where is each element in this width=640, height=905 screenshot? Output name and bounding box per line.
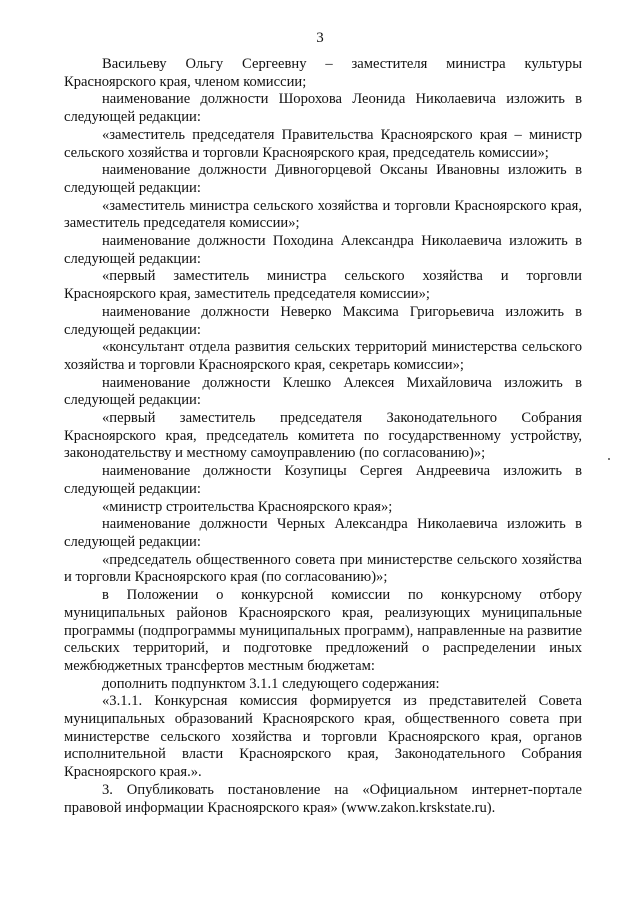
paragraph: «заместитель председателя Правительства Красноярского края – министр сельского хозяйства и торговли Красноярского края, председатель комиссии»; bbox=[64, 126, 582, 161]
paragraph: «первый заместитель министра сельского хозяйства и торговли Красноярского края, заместитель председателя комиссии»; bbox=[64, 268, 582, 303]
paragraph: наименование должности Шорохова Леонида Николаевича изложить в следующей редакции: bbox=[64, 91, 582, 126]
scan-mark bbox=[608, 458, 610, 460]
paragraph: «3.1.1. Конкурсная комиссия формируется из представителей Совета муниципальных образований Красноярского края, общественного совета при министерстве сельского хозяйства и торговли Красноярского края, органов исполнительной власти Красноярского края, Законодательного Собрания Красноярского края.». bbox=[64, 693, 582, 781]
paragraph: «заместитель министра сельского хозяйства и торговли Красноярского края, заместитель председателя комиссии»; bbox=[64, 197, 582, 232]
paragraph: дополнить подпунктом 3.1.1 следующего содержания: bbox=[102, 675, 440, 692]
page-number: 3 bbox=[316, 30, 324, 46]
paragraph: «председатель общественного совета при министерстве сельского хозяйства и торговли Красноярского края (по согласованию)»; bbox=[64, 551, 582, 586]
paragraph: «консультант отдела развития сельских территорий министерства сельского хозяйства и торговли Красноярского края, секретарь комиссии»; bbox=[64, 339, 582, 373]
paragraph: наименование должности Черных Александра Николаевича изложить в следующей редакции: bbox=[64, 516, 582, 550]
paragraph: Васильеву Ольгу Сергеевну – заместителя министра культуры Красноярского края, членом комиссии; bbox=[64, 56, 582, 90]
paragraph: наименование должности Неверко Максима Григорьевича изложить в следующей редакции: bbox=[64, 303, 582, 338]
paragraph: наименование должности Козупицы Сергея Андреевича изложить в следующей редакции: bbox=[64, 463, 582, 497]
paragraph: наименование должности Клешко Алексея Михайловича изложить в следующей редакции: bbox=[64, 374, 582, 409]
paragraph: наименование должности Дивногорцевой Оксаны Ивановны изложить в следующей редакции: bbox=[64, 162, 582, 196]
paragraph: в Положении о конкурсной комиссии по конкурсному отбору муниципальных районов Красноярского края, реализующих муниципальные программы (подпрограммы муниципальных программ), направленные на развитие сельских территорий, и подготовке предложений о распределении иных межбюджетных трансфертов местным бюджетам: bbox=[64, 587, 582, 674]
paragraph: «министр строительства Красноярского края»; bbox=[102, 498, 393, 515]
paragraph: «первый заместитель председателя Законодательного Собрания Красноярского края, председатель комитета по государственному устройству, законодательству и местному самоуправлению (по согласованию)»; bbox=[64, 410, 582, 462]
paragraph: 3. Опубликовать постановление на «Официальном интернет-портале правовой информации Красноярского края» (www.zakon.krskstate.ru). bbox=[64, 781, 582, 816]
document-body bbox=[64, 56, 582, 817]
paragraph: наименование должности Походина Александра Николаевича изложить в следующей редакции: bbox=[64, 233, 582, 267]
